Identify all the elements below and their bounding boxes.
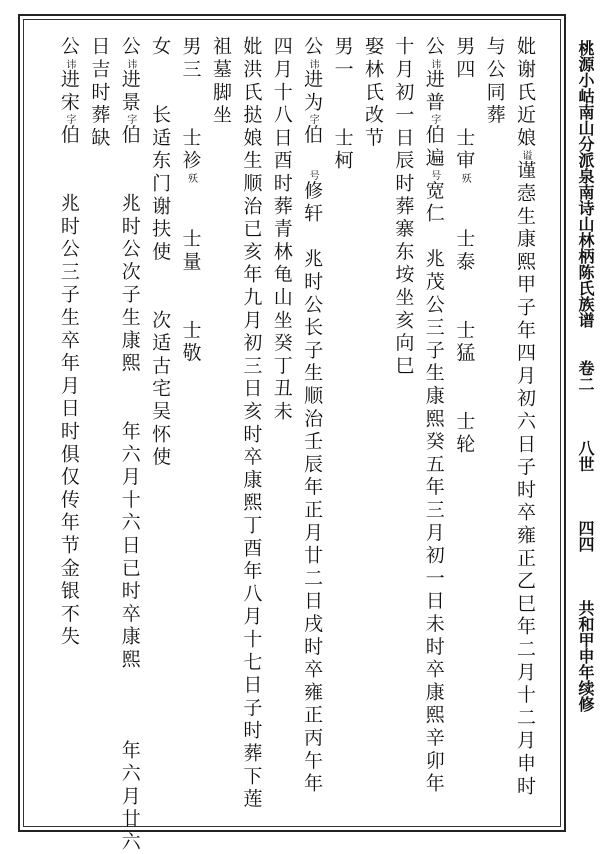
text-column — [236, 36, 266, 826]
annotation-note: 殀 — [459, 172, 471, 183]
edition-label: 共和甲申年续修 — [576, 600, 595, 712]
book-title: 桃源小岵南山分派泉南诗山林柄陈氏族谱 — [576, 40, 595, 328]
text-segment: 伯 兆时公次子生康熙 年六月十六日已时卒康熙 年六月廿六 — [118, 124, 141, 854]
text-column — [358, 36, 388, 826]
text-segment: 四月十八日酉时葬青林龟山坐癸丁丑未 — [270, 36, 293, 424]
annotation-note: 字 — [307, 114, 319, 125]
text-segment: 公 — [422, 36, 445, 59]
text-segment: 妣谢氏近娘 — [514, 36, 536, 150]
text-column — [327, 36, 357, 826]
volume-label: 卷二 — [576, 360, 595, 392]
text-segment: 伯 — [301, 124, 324, 171]
text-segment: 女 长适东门谢扶使 次适古宅吴怀使 — [149, 36, 172, 470]
annotation-note: 讳 — [124, 58, 136, 69]
text-segment: 娶林氏改节 — [361, 36, 384, 150]
text-segment: 祖墓脚坐 — [209, 36, 232, 128]
text-column — [175, 36, 205, 826]
text-column — [84, 36, 114, 826]
text-column — [479, 36, 509, 826]
text-column — [297, 36, 327, 826]
text-segment: 进普 — [422, 68, 445, 115]
text-segment: 士泰 士猛 士轮 — [453, 182, 476, 457]
text-segment: 进景 — [118, 68, 141, 115]
text-column — [388, 36, 418, 826]
text-column — [54, 36, 84, 826]
text-column — [418, 36, 448, 826]
annotation-note: 殀 — [185, 172, 197, 183]
page-number: 四四 — [576, 520, 595, 552]
annotation-note: 讳 — [428, 58, 440, 69]
text-segment: 修轩 兆时公长子生顺治壬辰年正月廿二日戌时卒雍正丙午年 — [301, 180, 324, 796]
text-segment: 公 — [57, 36, 80, 59]
annotation-note: 字 — [428, 114, 440, 125]
annotation-note: 谥 — [520, 150, 531, 160]
text-segment: 公 — [301, 36, 324, 59]
text-segment: 进为 — [301, 68, 324, 115]
annotation-note: 号 — [428, 170, 440, 181]
annotation-note: 讳 — [307, 58, 319, 69]
text-segment: 士量 士敬 — [179, 182, 202, 366]
annotation-note: 号 — [307, 170, 319, 181]
annotation-note: 讳 — [63, 58, 75, 69]
annotation-note: 字 — [124, 114, 136, 125]
text-segment: 与公同葬 — [483, 36, 506, 128]
annotation-note: 字 — [63, 114, 75, 125]
text-segment: 伯遍 — [422, 124, 445, 171]
text-segment: 宽仁 兆茂公三子生康熙癸五年三月初一日未时卒康熙辛卯年 — [422, 180, 445, 796]
text-segment: 男四 士审 — [453, 36, 476, 173]
generation-label: 八世 — [576, 440, 595, 472]
text-segment: 妣洪氏挞娘生顺治已亥年九月初三日亥时卒康熙丁酉年八月十七日子时葬下莲 — [240, 36, 263, 812]
genealogy-text — [28, 36, 540, 854]
text-column — [449, 36, 479, 826]
text-column — [510, 36, 540, 826]
margin-label — [570, 40, 598, 830]
text-column — [206, 36, 236, 826]
text-column — [266, 36, 296, 826]
text-column — [145, 36, 175, 826]
text-segment: 男三 士袗 — [179, 36, 202, 173]
text-segment: 十月初一日辰时葬寨东垵坐亥向巳 — [392, 36, 415, 378]
text-segment: 公 — [118, 36, 141, 59]
text-segment: 日吉时葬缺 — [88, 36, 111, 150]
text-segment: 男一 士柯 — [331, 36, 354, 173]
text-segment: 进宋 — [57, 68, 80, 115]
text-segment: 伯 兆时公三子生卒年月日时俱仅传年节金银不失 — [57, 124, 80, 649]
text-segment: 谨悫生康熙甲子年四月初六日子时卒雍正乙巳年二月十二月申时 — [514, 160, 536, 799]
text-column — [114, 36, 144, 854]
